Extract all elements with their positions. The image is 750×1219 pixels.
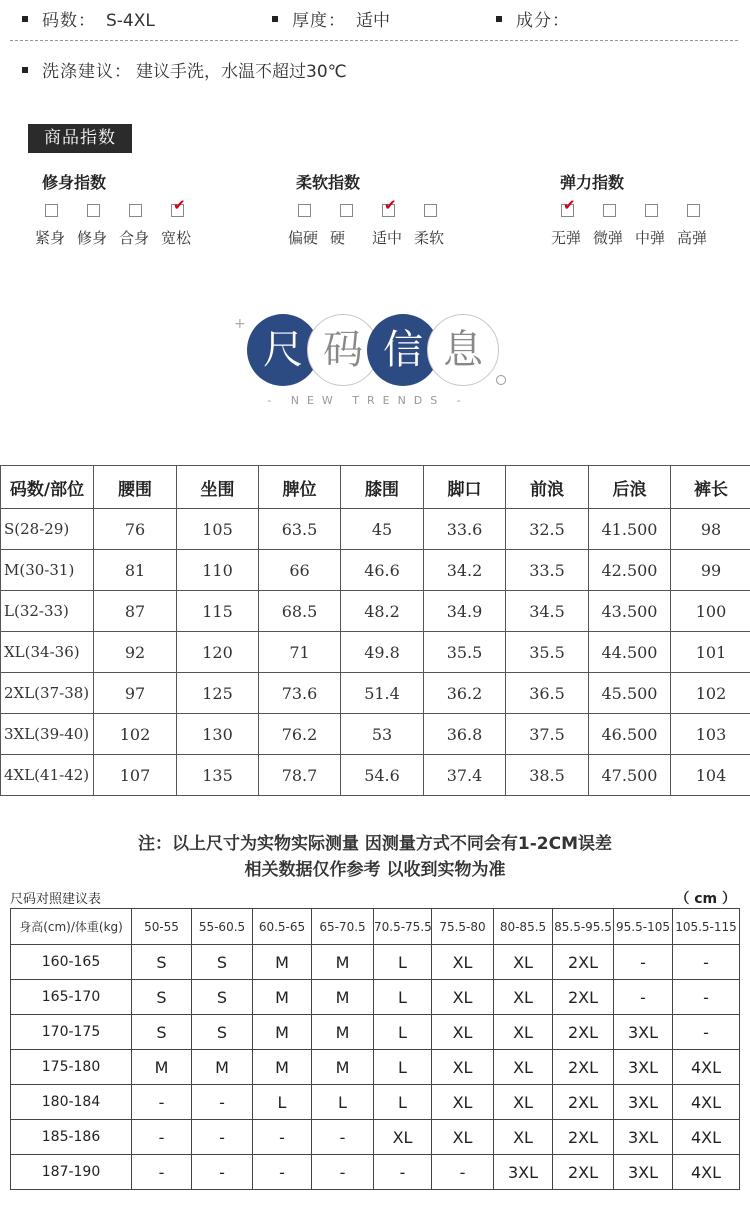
size-table-cell: 42.500: [589, 550, 671, 591]
index-option-label: 中弹: [635, 229, 666, 247]
size-table-header: [1, 466, 750, 509]
size-table-header-cell: 腰围: [94, 466, 177, 509]
recommend-cell: M: [253, 1015, 312, 1050]
spec-wash: [22, 57, 347, 82]
index-checkbox: [561, 196, 576, 217]
recommend-cell: 165-170: [11, 980, 132, 1015]
table-row: [1, 509, 750, 550]
size-table-cell: 110: [177, 550, 259, 591]
size-table-cell: 87: [94, 591, 177, 632]
size-table-cell: 100: [671, 591, 750, 632]
size-table-cell: 54.6: [341, 755, 424, 796]
recommend-cell: 3XL: [614, 1155, 673, 1190]
recommend-cell: XL: [494, 1015, 553, 1050]
size-table-cell: 33.6: [424, 509, 506, 550]
recommend-header-cell: 85.5-95.5: [553, 909, 614, 945]
index-checkbox: [298, 204, 311, 217]
recommend-header-cell: 95.5-105: [614, 909, 673, 945]
recommend-header-cell: 65-70.5: [312, 909, 374, 945]
spec-label: 码数：: [42, 11, 96, 31]
recommend-cell: M: [253, 945, 312, 980]
recommend-table: [10, 908, 740, 1190]
size-table-cell: 36.5: [506, 673, 589, 714]
product-index-badge: 商品指数: [28, 124, 132, 153]
recommend-header-cell: 50-55: [132, 909, 192, 945]
bullet-icon: [272, 16, 278, 22]
size-table-cell: 81: [94, 550, 177, 591]
plus-icon: +: [234, 316, 246, 332]
bullet-icon: [22, 67, 28, 73]
recommend-cell: 180-184: [11, 1085, 132, 1120]
banner-char-4: 息: [427, 314, 499, 386]
index-checkbox: [382, 196, 397, 217]
index-option-label: 无弹: [551, 229, 582, 247]
table-row: [11, 1120, 740, 1155]
size-table-cell: 92: [94, 632, 177, 673]
size-table-cell: 33.5: [506, 550, 589, 591]
recommend-cell: -: [432, 1155, 494, 1190]
recommend-cell: L: [312, 1085, 374, 1120]
table-row: [11, 980, 740, 1015]
spec-value: 建议手洗，水温不超过30℃: [136, 62, 347, 82]
size-table-cell: 47.500: [589, 755, 671, 796]
size-table-cell: 37.5: [506, 714, 589, 755]
recommend-unit: （ cm ）: [675, 891, 736, 907]
size-table-cell: 34.2: [424, 550, 506, 591]
recommend-cell: -: [132, 1155, 192, 1190]
check-icon: ✔: [173, 196, 186, 214]
recommend-cell: -: [312, 1120, 374, 1155]
size-table-header-cell: 裤长: [671, 466, 750, 509]
size-table-cell: 78.7: [259, 755, 341, 796]
recommend-cell: -: [132, 1120, 192, 1155]
spec-thickness: [272, 6, 390, 31]
recommend-cell: -: [253, 1120, 312, 1155]
index-option-label: 合身: [119, 229, 150, 247]
spec-label: 洗涤建议：: [42, 62, 132, 82]
recommend-cell: XL: [494, 1050, 553, 1085]
recommend-cell: XL: [494, 1120, 553, 1155]
recommend-cell: 4XL: [673, 1050, 740, 1085]
recommend-header-cell: 105.5-115: [673, 909, 740, 945]
bullet-icon: [496, 16, 502, 22]
recommend-cell: -: [673, 1015, 740, 1050]
index-option-label: 微弹: [593, 229, 624, 247]
recommend-cell: 187-190: [11, 1155, 132, 1190]
size-table-cell: 53: [341, 714, 424, 755]
recommend-title: 尺码对照建议表: [10, 892, 102, 907]
size-table-cell: 105: [177, 509, 259, 550]
size-table-cell: 68.5: [259, 591, 341, 632]
recommend-cell: -: [192, 1120, 253, 1155]
size-table-cell: 3XL(39-40): [1, 714, 94, 755]
recommend-header-cell: 身高(cm)/体重(kg): [11, 909, 132, 945]
recommend-cell: S: [192, 1015, 253, 1050]
index-checkbox: [45, 204, 58, 217]
recommend-cell: -: [374, 1155, 432, 1190]
size-table-cell: 76.2: [259, 714, 341, 755]
table-row: [1, 714, 750, 755]
size-table-cell: 45: [341, 509, 424, 550]
recommend-cell: 2XL: [553, 945, 614, 980]
size-table-cell: 102: [671, 673, 750, 714]
banner-char-2: 码: [307, 314, 379, 386]
recommend-cell: -: [673, 980, 740, 1015]
recommend-cell: 185-186: [11, 1120, 132, 1155]
recommend-cell: XL: [432, 1015, 494, 1050]
recommend-cell: XL: [494, 980, 553, 1015]
index-checkbox: [171, 196, 186, 217]
size-table-cell: 38.5: [506, 755, 589, 796]
size-table-cell: 102: [94, 714, 177, 755]
size-table-cell: 36.8: [424, 714, 506, 755]
size-table-cell: XL(34-36): [1, 632, 94, 673]
index-option-label: 宽松: [161, 229, 192, 247]
recommend-cell: 2XL: [553, 1155, 614, 1190]
size-table-header-cell: 脚口: [424, 466, 506, 509]
recommend-cell: 160-165: [11, 945, 132, 980]
index-title: 弹力指数: [560, 173, 625, 192]
size-table-cell: 71: [259, 632, 341, 673]
size-table-cell: 41.500: [589, 509, 671, 550]
size-table-cell: 98: [671, 509, 750, 550]
size-table-cell: 32.5: [506, 509, 589, 550]
size-table-header-cell: 码数/部位: [1, 466, 94, 509]
table-row: [11, 1015, 740, 1050]
size-table-cell: 51.4: [341, 673, 424, 714]
recommend-header-cell: 70.5-75.5: [374, 909, 432, 945]
size-table-cell: 34.5: [506, 591, 589, 632]
note-line-1: 注：以上尺寸为实物实际测量 因测量方式不同会有1-2CM误差: [137, 834, 613, 854]
recommend-cell: 175-180: [11, 1050, 132, 1085]
size-table-cell: 66: [259, 550, 341, 591]
size-table-cell: 130: [177, 714, 259, 755]
recommend-cell: L: [374, 980, 432, 1015]
spec-material: [496, 6, 580, 31]
size-table-cell: 35.5: [506, 632, 589, 673]
recommend-cell: 2XL: [553, 980, 614, 1015]
recommend-cell: M: [253, 980, 312, 1015]
table-row: [1, 550, 750, 591]
size-table-cell: 135: [177, 755, 259, 796]
note-line-2: 相关数据仅作参考 以收到实物为准: [244, 860, 506, 880]
recommend-cell: S: [192, 945, 253, 980]
size-table-header-cell: 前浪: [506, 466, 589, 509]
recommend-header-cell: 75.5-80: [432, 909, 494, 945]
recommend-cell: 4XL: [673, 1085, 740, 1120]
recommend-cell: -: [192, 1085, 253, 1120]
check-icon: ✔: [384, 196, 397, 214]
spec-label: 厚度：: [292, 11, 346, 31]
divider: [10, 40, 738, 41]
size-table-cell: 37.4: [424, 755, 506, 796]
index-checkbox: [645, 204, 658, 217]
recommend-cell: -: [614, 945, 673, 980]
recommend-cell: 2XL: [553, 1120, 614, 1155]
index-title: 柔软指数: [296, 173, 361, 192]
index-option-label: 硬: [330, 229, 346, 247]
recommend-cell: L: [253, 1085, 312, 1120]
size-table-cell: 35.5: [424, 632, 506, 673]
index-title: 修身指数: [42, 173, 107, 192]
size-table-cell: 97: [94, 673, 177, 714]
recommend-cell: S: [132, 1015, 192, 1050]
recommend-cell: -: [312, 1155, 374, 1190]
index-checkbox: [340, 204, 353, 217]
recommend-cell: 4XL: [673, 1155, 740, 1190]
recommend-cell: M: [132, 1050, 192, 1085]
index-checkbox: [687, 204, 700, 217]
table-row: [11, 1085, 740, 1120]
size-table-cell: 115: [177, 591, 259, 632]
size-table-cell: L(32-33): [1, 591, 94, 632]
size-table-cell: 36.2: [424, 673, 506, 714]
recommend-cell: XL: [432, 945, 494, 980]
index-checkbox: [129, 204, 142, 217]
size-table-cell: 107: [94, 755, 177, 796]
bullet-icon: [22, 16, 28, 22]
index-option-label: 偏硬: [288, 229, 319, 247]
size-table-cell: 120: [177, 632, 259, 673]
table-row: [1, 632, 750, 673]
recommend-cell: 2XL: [553, 1015, 614, 1050]
check-icon: ✔: [563, 196, 576, 214]
recommend-cell: L: [374, 1085, 432, 1120]
recommend-cell: M: [312, 1015, 374, 1050]
recommend-cell: -: [614, 980, 673, 1015]
table-row: [11, 945, 740, 980]
recommend-cell: L: [374, 945, 432, 980]
banner-char-1: 尺: [247, 314, 319, 386]
recommend-cell: -: [132, 1085, 192, 1120]
size-table-cell: 63.5: [259, 509, 341, 550]
recommend-cell: XL: [432, 980, 494, 1015]
recommend-cell: 2XL: [553, 1085, 614, 1120]
banner-char-3: 信: [367, 314, 439, 386]
recommend-cell: XL: [494, 1085, 553, 1120]
index-option-label: 适中: [372, 229, 403, 247]
size-table-header-cell: 脾位: [259, 466, 341, 509]
spec-value: S-4XL: [106, 11, 155, 31]
size-table-cell: 43.500: [589, 591, 671, 632]
recommend-cell: -: [673, 945, 740, 980]
table-row: [1, 755, 750, 796]
ring-icon: [496, 375, 506, 385]
size-table-cell: 125: [177, 673, 259, 714]
recommend-cell: 4XL: [673, 1120, 740, 1155]
spec-value: 适中: [356, 11, 390, 31]
size-table-header-cell: 坐围: [177, 466, 259, 509]
size-table-cell: 73.6: [259, 673, 341, 714]
index-checkbox: [603, 204, 616, 217]
recommend-cell: XL: [432, 1120, 494, 1155]
size-table-cell: 34.9: [424, 591, 506, 632]
recommend-header-cell: 60.5-65: [253, 909, 312, 945]
size-table-cell: 46.6: [341, 550, 424, 591]
recommend-cell: 3XL: [614, 1050, 673, 1085]
index-option-label: 高弹: [677, 229, 708, 247]
size-table-cell: 101: [671, 632, 750, 673]
spec-label: 成分：: [516, 11, 570, 31]
size-table-cell: 49.8: [341, 632, 424, 673]
size-table-cell: M(30-31): [1, 550, 94, 591]
index-option-label: 紧身: [35, 229, 66, 247]
size-table-cell: 4XL(41-42): [1, 755, 94, 796]
spec-size: [22, 6, 155, 31]
recommend-cell: 2XL: [553, 1050, 614, 1085]
size-table-cell: 104: [671, 755, 750, 796]
recommend-cell: 3XL: [494, 1155, 553, 1190]
size-table-cell: S(28-29): [1, 509, 94, 550]
size-table-cell: 45.500: [589, 673, 671, 714]
recommend-table-header: [11, 909, 740, 945]
recommend-cell: M: [312, 945, 374, 980]
table-row: [11, 1155, 740, 1190]
recommend-cell: 3XL: [614, 1120, 673, 1155]
index-checkbox: [87, 204, 100, 217]
table-row: [1, 673, 750, 714]
size-table-cell: 103: [671, 714, 750, 755]
size-table-cell: 44.500: [589, 632, 671, 673]
recommend-cell: S: [132, 980, 192, 1015]
recommend-cell: -: [253, 1155, 312, 1190]
recommend-cell: S: [132, 945, 192, 980]
recommend-cell: 170-175: [11, 1015, 132, 1050]
recommend-header-cell: 80-85.5: [494, 909, 553, 945]
size-table-cell: 46.500: [589, 714, 671, 755]
recommend-cell: XL: [374, 1120, 432, 1155]
recommend-cell: M: [253, 1050, 312, 1085]
recommend-cell: M: [192, 1050, 253, 1085]
recommend-cell: XL: [494, 945, 553, 980]
recommend-cell: -: [192, 1155, 253, 1190]
size-table-cell: 48.2: [341, 591, 424, 632]
index-checkbox: [424, 204, 437, 217]
index-option-label: 修身: [77, 229, 108, 247]
table-row: [1, 591, 750, 632]
size-table-header-cell: 膝围: [341, 466, 424, 509]
recommend-cell: S: [192, 980, 253, 1015]
size-table: [0, 465, 750, 796]
size-table-cell: 99: [671, 550, 750, 591]
recommend-cell: L: [374, 1015, 432, 1050]
size-table-cell: 76: [94, 509, 177, 550]
recommend-cell: M: [312, 1050, 374, 1085]
recommend-cell: XL: [432, 1050, 494, 1085]
recommend-cell: XL: [432, 1085, 494, 1120]
recommend-cell: 3XL: [614, 1085, 673, 1120]
index-option-label: 柔软: [414, 229, 445, 247]
table-row: [11, 1050, 740, 1085]
size-table-header-cell: 后浪: [589, 466, 671, 509]
size-table-cell: 2XL(37-38): [1, 673, 94, 714]
recommend-cell: M: [312, 980, 374, 1015]
recommend-cell: 3XL: [614, 1015, 673, 1050]
recommend-header-cell: 55-60.5: [192, 909, 253, 945]
recommend-cell: L: [374, 1050, 432, 1085]
banner-tagline: - NEW TRENDS -: [267, 394, 469, 407]
